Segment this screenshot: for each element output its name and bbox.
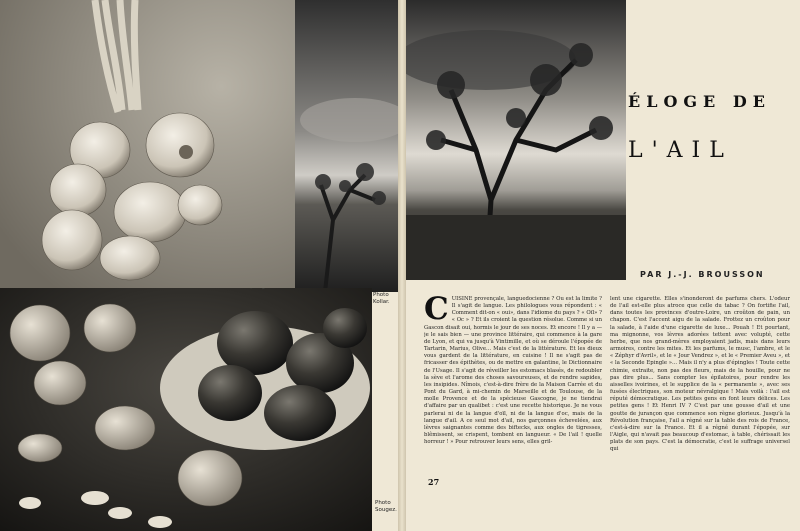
column-2-text: lent une cigarette. Elles s'inonderont de parfums chers. L'odeur de l'ail est-elle plus atroce que celle du tabac ? On fortifie l'ail, dans toutes les provinces d'outre-Loire, un croûton de pain, un chapon. C'est l'accent aigu de la salade. Frottez un croûton pour la salade, à l'aide d'une cigarette de luxe... Pouah ! Et pourtant, ma mignonne, vos lèvres adorées tettent avec volupté, cette herbe, que nos grand-mères employaient jadis, mais dans leurs armoires, contre les mites. Et les parfums, le musc, l'ambre, et le « Zéphyr d'Avril», et le « Jour Vendrez », et le « Premier Aveu », et « la Seconde Epingle »... Mais il n'y a plus d'épingles ! Toute cette chimie, extraite, non pas des fleurs, mais de la houille, pour ne pas dire plus... Sans compter les épilatoires, pour rendre les aisselles ivoirines, et le supplice de la « permanente », avec ses fusées électriques, son moteur névralgique ! Mais voilà : l'ail est réputé démocratique. Les petites gens en font leurs délices. Les petites gens ! Et Henri IV ? C'est par une gousse d'ail et une goutte de jurançon que commence son règne glorieux. Jusqu'à la Révolution française, l'ail a régné sur la table des rois de France, c'est-à-dire sur la France. Et il a régné durant l'épopée, sur l'Aigle, qui n'avait pas beaucoup d'estomac, à table, chérissait les plats de son pays. C'est la démocratie, c'est le suffrage universel qui [610,296,790,453]
column-1-text: UISINE provençale, languedocienne ? Ou est la limite ? Il s'agit de langue. Les philologues vous répondent : « Comment dit-on « oui», dans l'idiome du pays ? « Oïl» ? « Oc » ? Et ils croient la question résolue. Comme si un Gascon disait oui, hormis le jour de ses noces. Et encore ! Il y a — je le sais bien — une province littéraire, qui commence à la gare de Lyon, et qui va jusqu'à Vintimille, et où se déroule l'épopée de Tartarin, Marius, Olive... Mais c'est de la littérature. Et les dieux vous gardent de la littérature, en cuisine ! Il ne s'agit pas de fricasser des épithètes, ou de mettre en galantine, le Dictionnaire de l'Usage. Il s'agit de réveiller les estomacs blasés, de redoubler la sève et l'arome des choses savoureuses, et de rendre sapides, les insipides. Nîmois, c'est-à-dire frère de la Maison Carrée et du Pont du Gard, à mi-chemin de Marseille et de Toulouse, de la molle Provence et de la spécieuse Gascogne, je ne tiendrai d'affaire par un qualibet : c'est une recette historique. Je ne vous parlerai ni de la langue d'oïl, ni de la langue d'oc, mais de la langue d'ail. A ce seul mot d'ail, nos garçonnes échevelées, aux lèvres saignantes comme des biftecks, aux ongles de tigresses, blêmissent, se crispent, tombent en langueur. « De l'ail ! quelle horreur ! » Pour retrouver leurs sens, elles gril- [424,296,602,446]
photo-credit-bottom: Photo Sougez. [375,500,397,513]
drop-cap: C [424,296,449,327]
article-byline: PAR J.-J. BROUSSON [640,270,765,279]
still-life-photo [0,288,372,531]
article-column-2 [610,296,790,468]
article-title-line-2: L'AIL [628,138,733,163]
sky-photo-left [295,0,399,292]
article-column-1 [424,296,602,468]
olive-tree-photo [406,0,626,280]
article-title-line-1: ÉLOGE DE [628,92,771,111]
photo-credit-top: Photo Kollar. [373,292,390,305]
page-gutter [398,0,406,531]
garlic-photo [0,0,295,288]
page-number: 27 [428,477,440,487]
